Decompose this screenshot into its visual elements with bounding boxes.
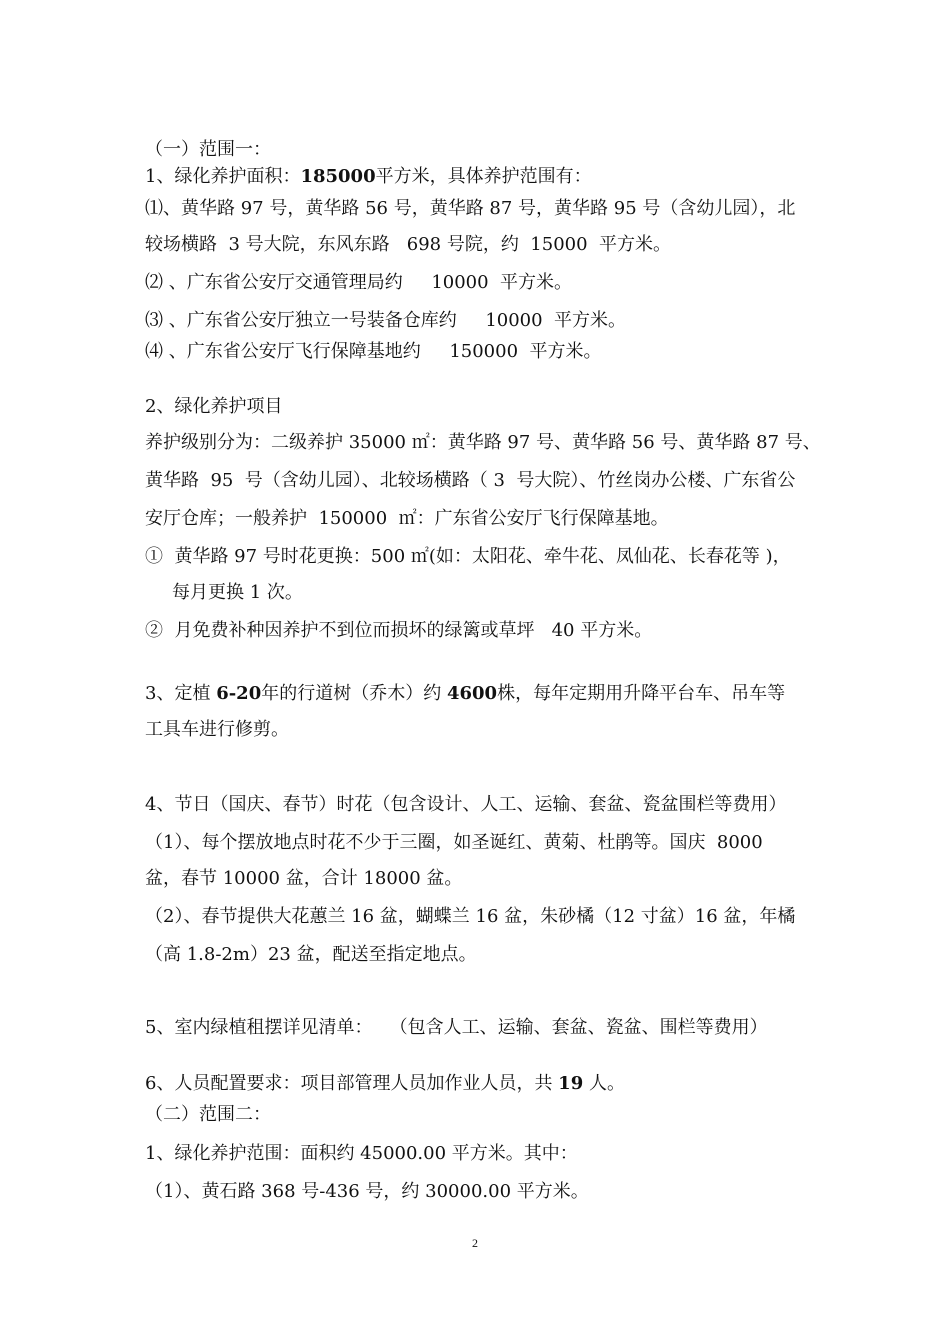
text: 3、定植: [145, 683, 217, 704]
festival-item-1-cont: 盆，春节 10000 盆，合计 18000 盆。: [145, 868, 463, 889]
list-item-1: ⑴、黄华路 97 号，黄华路 56 号，黄华路 87 号，黄华路 95 号（含幼儿园），北: [145, 198, 796, 219]
list-item-4: ⑷ 、广东省公安厅飞行保障基地约 150000 平方米。: [145, 341, 602, 362]
bold-number: 4600: [446, 683, 498, 704]
paragraph-staff: [145, 1072, 625, 1096]
paragraph-levels-cont: 安厅仓库；一般养护 150000 ㎡：广东省公安厅飞行保障基地。: [145, 508, 669, 529]
bold-number: 6-20: [216, 683, 262, 704]
text: 年的行道树（乔木）约: [261, 683, 447, 704]
text: 株，每年定期用升降平台车、吊车等: [497, 683, 786, 704]
paragraph-levels-cont: 黄华路 95 号（含幼儿园）、北较场横路（ 3 号大院）、竹丝岗办公楼、广东省公: [145, 470, 796, 491]
heading-scope-one: （一）范围一：: [145, 139, 271, 160]
paragraph-scope-two: 1、绿化养护范围：面积约 45000.00 平方米。其中：: [145, 1143, 578, 1164]
paragraph-indoor: 5、室内绿植租摆详见清单： （包含人工、运输、套盆、瓷盆、围栏等费用）: [145, 1017, 768, 1038]
circled-item-1: ① 黄华路 97 号时花更换：500 ㎡(如：太阳花、牵牛花、凤仙花、长春花等 )，: [145, 546, 791, 567]
text: 6、人员配置要求：项目部管理人员加作业人员，共: [145, 1073, 559, 1094]
circled-item-1-cont: 每月更换 1 次。: [172, 582, 303, 603]
heading-festival: 4、节日（国庆、春节）时花（包含设计、人工、运输、套盆、瓷盆围栏等费用）: [145, 794, 787, 815]
paragraph-area: [145, 165, 592, 189]
circled-item-2: ② 月免费补种因养护不到位而损坏的绿篱或草坪 40 平方米。: [145, 620, 653, 641]
list-item-1-cont: 较场横路 3 号大院，东风东路 698 号院，约 15000 平方米。: [145, 234, 672, 255]
festival-item-2-cont: （高 1.8-2m）23 盆，配送至指定地点。: [145, 944, 477, 965]
paragraph-trees-cont: 工具车进行修剪。: [145, 719, 289, 740]
text: 人。: [583, 1073, 625, 1094]
text: 平方米，具体养护范围有：: [375, 166, 592, 187]
text: 1、绿化养护面积：: [145, 166, 301, 187]
scope-two-item-1: （1）、黄石路 368 号-436 号，约 30000.00 平方米。: [145, 1181, 589, 1202]
festival-item-2: （2）、春节提供大花蕙兰 16 盆，蝴蝶兰 16 盆，朱砂橘（12 寸盆）16 盆，年橘: [145, 906, 796, 927]
bold-number: 185000: [300, 166, 376, 187]
heading-scope-two: （二）范围二：: [145, 1104, 271, 1125]
festival-item-1: （1）、每个摆放地点时花不少于三圈，如圣诞红、黄菊、杜鹃等。国庆 8000: [145, 832, 763, 853]
paragraph-trees: [145, 682, 785, 706]
heading-project: 2、绿化养护项目: [145, 396, 283, 417]
page-number: 2: [472, 1236, 478, 1250]
list-item-3: ⑶ 、广东省公安厅独立一号装备仓库约 10000 平方米。: [145, 310, 627, 331]
paragraph-levels: 养护级别分为：二级养护 35000 ㎡：黄华路 97 号、黄华路 56 号、黄华路 87 号、: [145, 432, 821, 453]
bold-number: 19: [558, 1073, 584, 1094]
list-item-2: ⑵ 、广东省公安厅交通管理局约 10000 平方米。: [145, 272, 573, 293]
